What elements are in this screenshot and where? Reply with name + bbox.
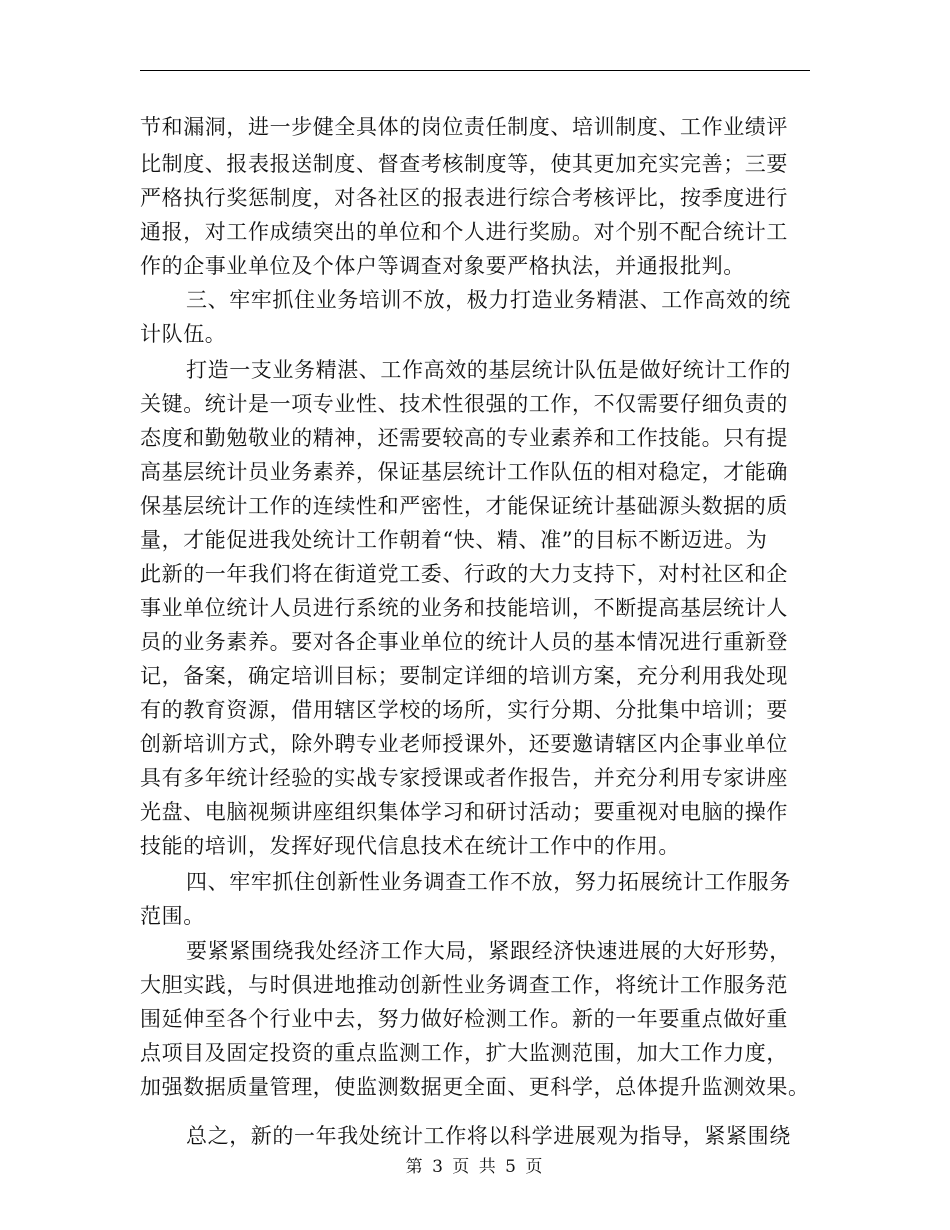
- text-line: 具有多年统计经验的实战专家授课或者作报告，并充分利用专家讲座: [140, 766, 788, 790]
- text-line: 此新的一年我们将在街道党工委、行政的大力支持下，对村社区和企: [140, 562, 788, 586]
- text-line: 围延伸至各个行业中去，努力做好检测工作。新的一年要重点做好重: [140, 1007, 788, 1031]
- text-line: 作的企事业单位及个体户等调查对象要严格执法，并通报批判。: [140, 254, 745, 278]
- section-heading-line: 计队伍。: [140, 322, 227, 346]
- text-line: 创新培训方式，除外聘专业老师授课外，还要邀请辖区内企事业单位: [140, 732, 788, 756]
- text-line: 有的教育资源，借用辖区学校的场所，实行分期、分批集中培训；要: [140, 698, 788, 722]
- text-line: 态度和勤勉敬业的精神，还需要较高的专业素养和工作技能。只有提: [140, 426, 788, 450]
- text-line: 员的业务素养。要对各企事业单位的统计人员的基本情况进行重新登: [140, 630, 788, 654]
- text-line: 记，备案，确定培训目标；要制定详细的培训方案，充分利用我处现: [140, 664, 788, 688]
- text-line: 点项目及固定投资的重点监测工作，扩大监测范围，加大工作力度，: [140, 1041, 788, 1065]
- text-line: 保基层统计工作的连续性和严密性，才能保证统计基础源头数据的质: [140, 494, 788, 518]
- text-line: 高基层统计员业务素养，保证基层统计工作队伍的相对稳定，才能确: [140, 460, 788, 484]
- text-line: 打造一支业务精湛、工作高效的基层统计队伍是做好统计工作的: [186, 358, 791, 382]
- text-line: 比制度、报表报送制度、督查考核制度等，使其更加充实完善；三要: [140, 152, 788, 176]
- text-line: 严格执行奖惩制度，对各社区的报表进行综合考核评比，按季度进行: [140, 186, 788, 210]
- text-line: 大胆实践，与时俱进地推动创新性业务调查工作，将统计工作服务范: [140, 973, 788, 997]
- text-line: 加强数据质量管理，使监测数据更全面、更科学，总体提升监测效果。: [140, 1075, 810, 1099]
- text-line: 事业单位统计人员进行系统的业务和技能培训，不断提高基层统计人: [140, 596, 788, 620]
- text-line: 要紧紧围绕我处经济工作大局，紧跟经济快速进展的大好形势，: [186, 939, 791, 963]
- page-number-footer: 第 3 页 共 5 页: [405, 1157, 545, 1177]
- header-rule: [140, 70, 810, 71]
- text-line: 通报，对工作成绩突出的单位和个人进行奖励。对个别不配合统计工: [140, 220, 788, 244]
- section-heading-line: 范围。: [140, 904, 205, 928]
- text-line: 节和漏洞，进一步健全具体的岗位责任制度、培训制度、工作业绩评: [140, 115, 788, 139]
- text-line: 关键。统计是一项专业性、技术性很强的工作，不仅需要仔细负责的: [140, 392, 788, 416]
- text-line: 光盘、电脑视频讲座组织集体学习和研讨活动；要重视对电脑的操作: [140, 800, 788, 824]
- section-heading-line: 四、牢牢抓住创新性业务调查工作不放，努力拓展统计工作服务: [186, 870, 791, 894]
- text-line: 量，才能促进我处统计工作朝着“快、精、准”的目标不断迈进。为: [140, 528, 768, 552]
- text-line: 技能的培训，发挥好现代信息技术在统计工作中的作用。: [140, 834, 680, 858]
- text-line: 总之，新的一年我处统计工作将以科学进展观为指导，紧紧围绕: [186, 1124, 791, 1148]
- section-heading-line: 三、牢牢抓住业务培训不放，极力打造业务精湛、工作高效的统: [186, 288, 791, 312]
